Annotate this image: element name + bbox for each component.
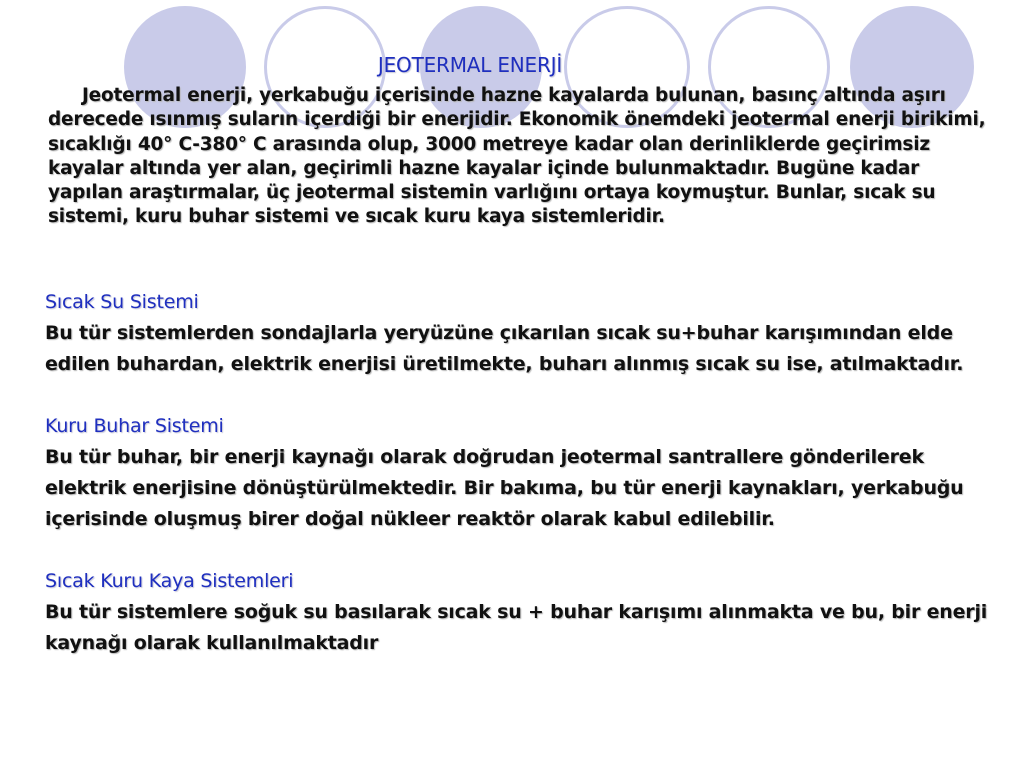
slide-title: JEOTERMAL ENERJİ (377, 53, 563, 77)
section-heading-sicak-su: Sıcak Su Sistemi (45, 291, 199, 313)
section-heading-sicak-kuru-kaya: Sıcak Kuru Kaya Sistemleri (45, 570, 294, 592)
section-body-kuru-buhar: Bu tür buhar, bir enerji kaynağı olarak doğrudan jeotermal santrallere gönderilerek elektrik enerjisine dönüştürülmektedir. Bir bakıma, bu tür enerji kaynakları, yerkabuğu içerisinde oluşmuş birer doğal nükleer reaktör olarak kabul edilebilir. (45, 446, 964, 530)
section-heading-kuru-buhar: Kuru Buhar Sistemi (45, 415, 224, 437)
intro-paragraph: Jeotermal enerji, yerkabuğu içerisinde hazne kayalarda bulunan, basınç altında aşırı derecede ısınmış suların içerdiği bir enerjidir. Ekonomik önemdeki jeotermal enerji birikimi, sıcaklığı 40° C-380° C arasında olup, 3000 metreye kadar olan derinliklerde geçirimsiz kayalar altında yer alan, geçirimli hazne kayalar içinde bulunmaktadır. Bugüne kadar yapılan araştırmalar, üç jeotermal sistemin varlığını ortaya koymuştur. Bunlar, sıcak su sistemi, kuru buhar sistemi ve sıcak kuru kaya sistemleridir. (48, 85, 986, 228)
section-body-sicak-su: Bu tür sistemlerden sondajlarla yeryüzüne çıkarılan sıcak su+buhar karışımından elde edilen buhardan, elektrik enerjisi üretilmekte, buharı alınmış sıcak su ise, atılmaktadır. (45, 322, 964, 375)
section-body-sicak-kuru-kaya: Bu tür sistemlere soğuk su basılarak sıcak su + buhar karışımı alınmakta ve bu, bir enerji kaynağı olarak kullanılmaktadır (45, 601, 988, 654)
